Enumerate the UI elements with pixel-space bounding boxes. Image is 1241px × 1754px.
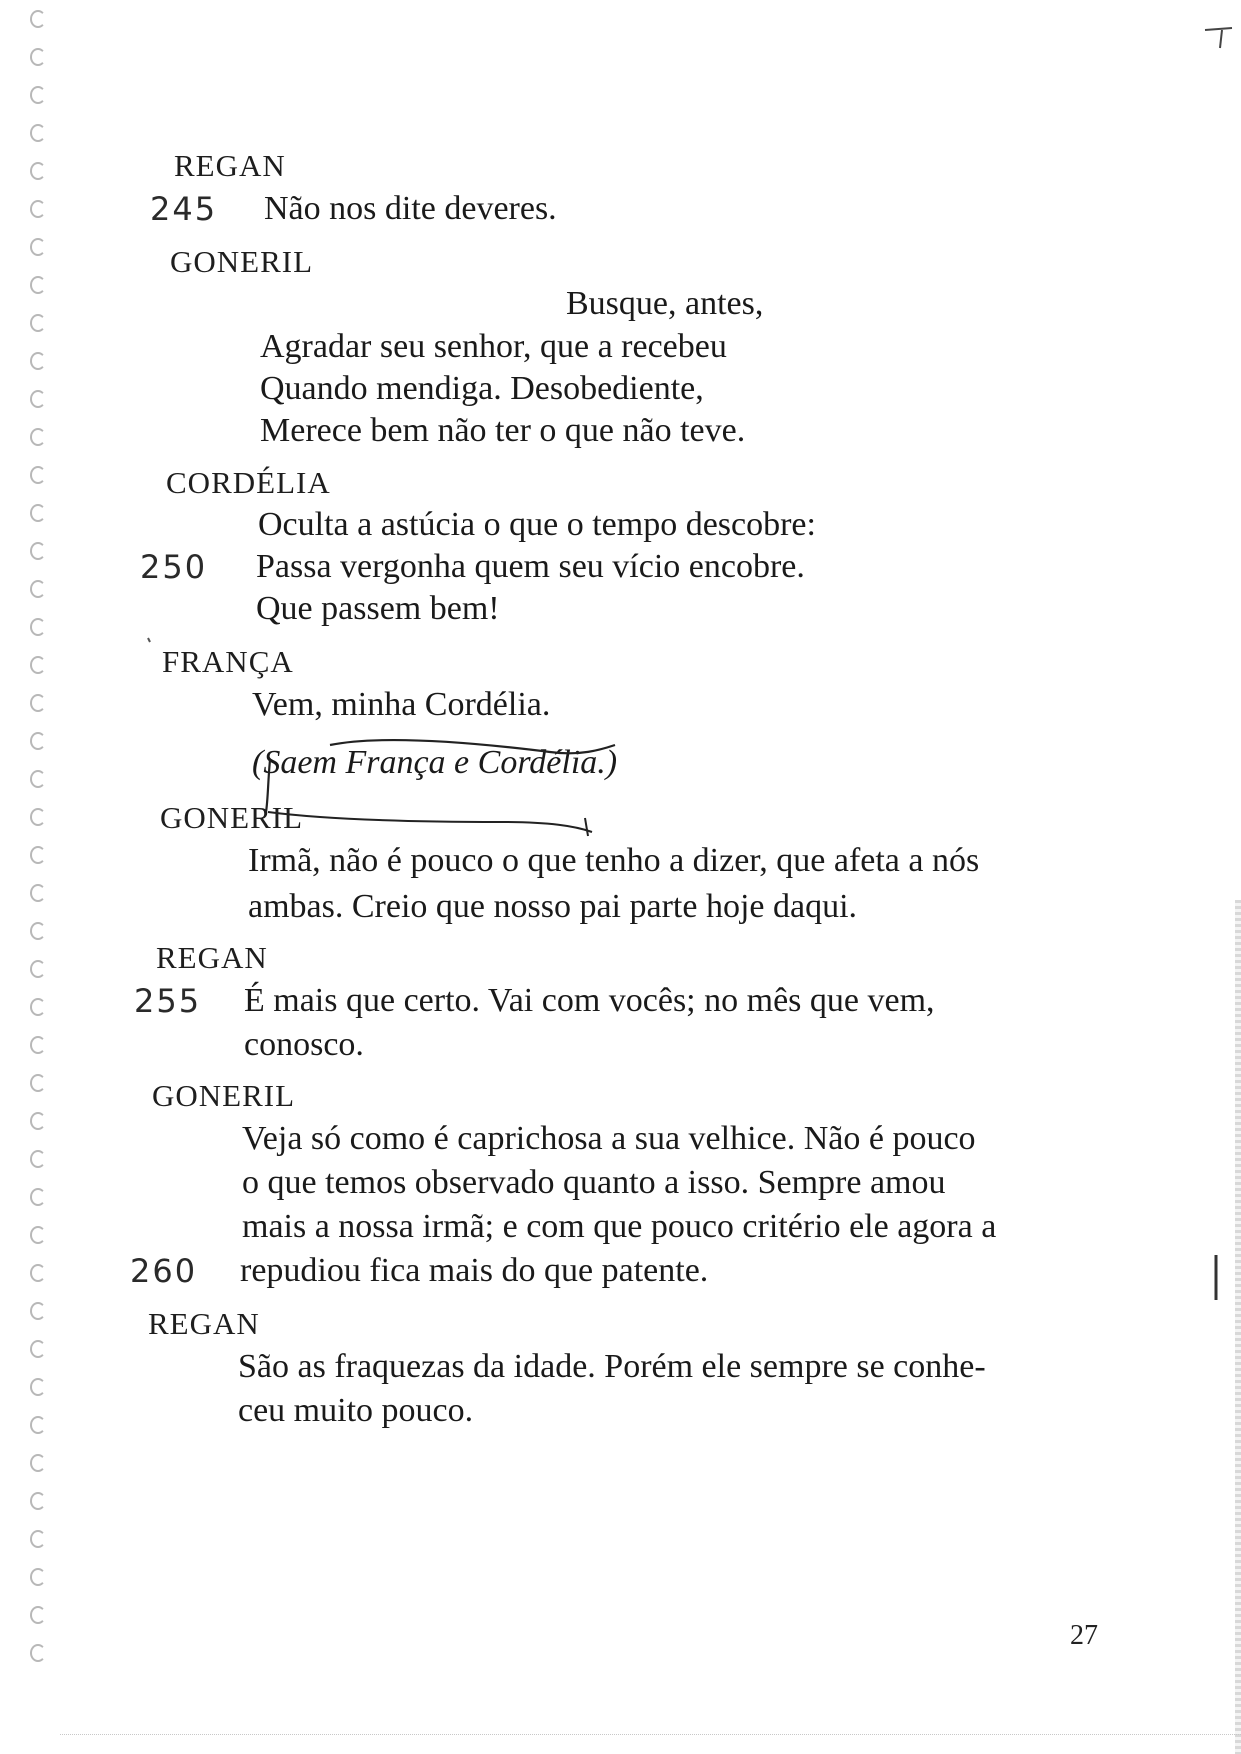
verse-line: Agradar seu senhor, que a recebeu xyxy=(260,328,727,365)
prose-line: Irmã, não é pouco o que tenho a dizer, que afeta a nós xyxy=(248,842,980,879)
speaker-goneril: GONERIL xyxy=(170,244,314,279)
margin-line-number: 260 xyxy=(130,1252,198,1290)
prose-line: Veja só como é caprichosa a sua velhice. Não é pouco xyxy=(242,1120,976,1157)
page-bottom-edge xyxy=(60,1734,1241,1736)
prose-line: repudiou fica mais do que patente. xyxy=(240,1252,709,1289)
verse-line: Quando mendiga. Desobediente, xyxy=(260,370,704,407)
speaker-regan: REGAN xyxy=(174,148,286,183)
verse-line: Oculta a astúcia o que o tempo descobre: xyxy=(258,506,816,543)
margin-line-number: 250 xyxy=(140,548,208,586)
speaker-goneril: GONERIL xyxy=(152,1078,296,1113)
speaker-franca: FRANÇA xyxy=(162,644,294,679)
verse-line: Vem, minha Cordélia. xyxy=(252,686,551,723)
margin-line-number: 245 xyxy=(150,190,218,228)
verse-line: Busque, antes, xyxy=(566,285,764,322)
speaker-regan: REGAN xyxy=(156,940,268,975)
prose-line: ceu muito pouco. xyxy=(238,1392,474,1429)
page-edge xyxy=(1235,900,1241,1754)
speaker-cordelia: CORDÉLIA xyxy=(166,465,331,500)
verse-line: Passa vergonha quem seu vício encobre. xyxy=(256,548,805,585)
prose-line: conosco. xyxy=(244,1026,364,1063)
prose-line: o que temos observado quanto a isso. Sempre amou xyxy=(242,1164,946,1201)
speaker-regan: REGAN xyxy=(148,1306,260,1341)
speaker-goneril: GONERIL xyxy=(160,800,304,835)
prose-line: É mais que certo. Vai com vocês; no mês que vem, xyxy=(244,982,935,1019)
verse-line: Não nos dite deveres. xyxy=(264,190,557,227)
prose-line: São as fraquezas da idade. Porém ele sempre se conhe- xyxy=(238,1348,986,1385)
page-number: 27 xyxy=(1070,1620,1098,1651)
prose-line: mais a nossa irmã; e com que pouco critério ele agora a xyxy=(242,1208,997,1245)
verse-line: Merece bem não ter o que não teve. xyxy=(260,412,746,449)
margin-line-number: 255 xyxy=(134,982,202,1020)
stage-direction: (Saem França e Cordélia.) xyxy=(252,744,618,781)
verse-line: Que passem bem! xyxy=(256,590,500,627)
prose-line: ambas. Creio que nosso pai parte hoje daqui. xyxy=(248,888,858,925)
